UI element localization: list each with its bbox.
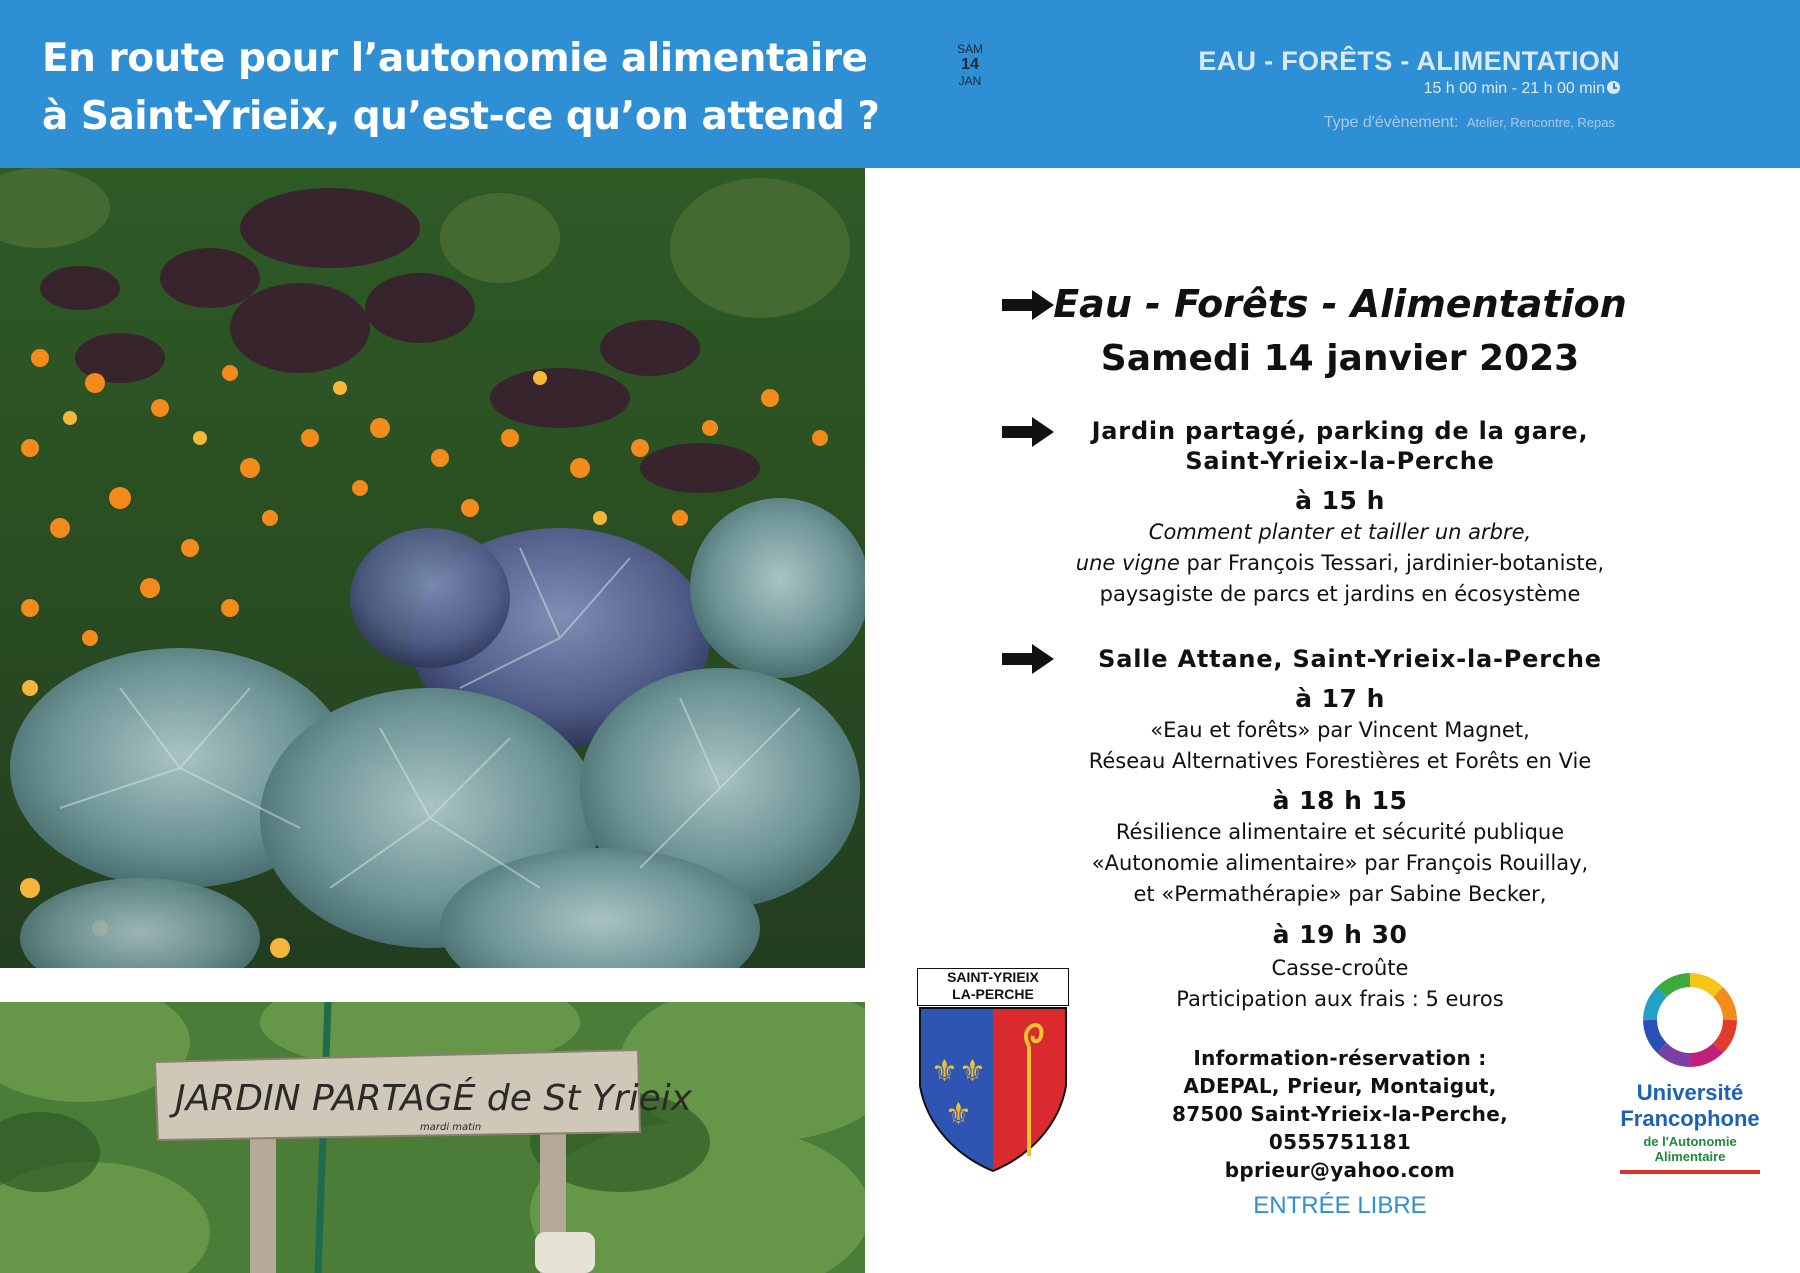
info-line-2: ADEPAL, Prieur, Montaigut, — [1183, 1074, 1497, 1098]
svg-text:⚜: ⚜ — [931, 1054, 958, 1089]
garden-photo — [0, 168, 865, 968]
info-line-1: Information-réservation : — [1193, 1046, 1487, 1070]
sign-subtext: mardi matin — [420, 1122, 482, 1133]
time-4: à 19 h 30 — [1272, 920, 1408, 949]
time-1: à 15 h — [1295, 486, 1385, 515]
talk-3-line-2: «Autonomie alimentaire» par François Rouillay, — [1091, 851, 1589, 875]
crest-label-line-2: LA-PERCHE — [952, 986, 1034, 1002]
flyer-date: Samedi 14 janvier 2023 — [1100, 338, 1580, 379]
info-phone: 0555751181 — [1268, 1130, 1412, 1154]
headline-line-1: En route pour l’autonomie alimentaire — [42, 36, 868, 81]
talk-1-line-2-rest: par François Tessari, jardinier-botaniste, — [1179, 551, 1605, 575]
talk-2-line-2: Réseau Alternatives Forestières et Forêts en Vie — [1088, 749, 1592, 773]
clock-icon — [1607, 81, 1620, 94]
talk-1-line-1: Comment planter et tailler un arbre, — [1148, 520, 1532, 544]
date-day: 14 — [961, 56, 979, 73]
event-time — [1200, 80, 1620, 98]
event-type-values: Atelier, Rencontre, Repas — [1466, 115, 1615, 130]
talk-1-line-3: paysagiste de parcs et jardins en écosystème — [1099, 582, 1581, 606]
header-banner — [0, 0, 1800, 168]
logo-underline — [1620, 1170, 1760, 1174]
time-3: à 18 h 15 — [1272, 786, 1408, 815]
logo-line-3: de l'Autonomie Alimentaire — [1643, 1134, 1737, 1164]
info-line-3: 87500 Saint-Yrieix-la-Perche, — [1172, 1102, 1508, 1126]
logo-line-1: Université — [1636, 1080, 1744, 1105]
headline — [42, 30, 879, 146]
date-month: JAN — [958, 74, 982, 88]
date-weekday: SAM — [956, 42, 983, 56]
event-type — [1200, 114, 1615, 132]
svg-text:⚜: ⚜ — [945, 1097, 972, 1132]
time-2: à 17 h — [1295, 684, 1385, 713]
color-wheel-icon — [1642, 972, 1738, 1068]
universite-logo — [1616, 972, 1764, 1174]
sign-photo-art — [0, 1002, 865, 1273]
crest-label-line-1: SAINT-YRIEIX — [947, 969, 1039, 985]
info-email: bprieur@yahoo.com — [1224, 1158, 1456, 1182]
location-1-line-2: Saint-Yrieix-la-Perche — [1185, 447, 1495, 475]
meal: Casse-croûte — [1271, 956, 1409, 980]
location-2: Salle Attane, Saint-Yrieix-la-Perche — [1098, 645, 1602, 673]
entry-libre: ENTRÉE LIBRE — [1253, 1192, 1427, 1219]
coat-of-arms-icon — [917, 1006, 1069, 1173]
sign-photo — [0, 1002, 865, 1273]
talk-1-line-2-italic: une vigne — [1075, 551, 1180, 575]
svg-text:⚜: ⚜ — [959, 1054, 986, 1089]
event-date-badge — [950, 42, 990, 88]
logo-line-2: Francophone — [1620, 1106, 1760, 1131]
event-time-text: 15 h 00 min - 21 h 00 min — [1423, 80, 1605, 97]
event-type-label: Type d'évènement: — [1323, 114, 1459, 131]
location-1-line-1: Jardin partagé, parking de la gare, — [1091, 417, 1589, 445]
talk-2-line-1: «Eau et forêts» par Vincent Magnet, — [1150, 718, 1530, 742]
fee: Participation aux frais : 5 euros — [1176, 987, 1504, 1011]
sign-text: JARDIN PARTAGÉ de St Yrieix — [175, 1078, 693, 1119]
talk-1-line-2 — [990, 551, 1690, 575]
headline-line-2: à Saint-Yrieix, qu’est-ce qu’on attend ? — [42, 94, 880, 139]
event-title: EAU - FORÊTS - ALIMENTATION — [1198, 46, 1620, 76]
town-crest — [917, 968, 1069, 1173]
crest-label — [917, 968, 1069, 1006]
talk-3-line-3: et «Permathérapie» par Sabine Becker, — [1133, 882, 1547, 906]
garden-photo-art — [0, 168, 865, 968]
flyer-title: Eau - Forêts - Alimentation — [1053, 282, 1627, 326]
talk-3-line-1: Résilience alimentaire et sécurité publique — [1115, 820, 1565, 844]
